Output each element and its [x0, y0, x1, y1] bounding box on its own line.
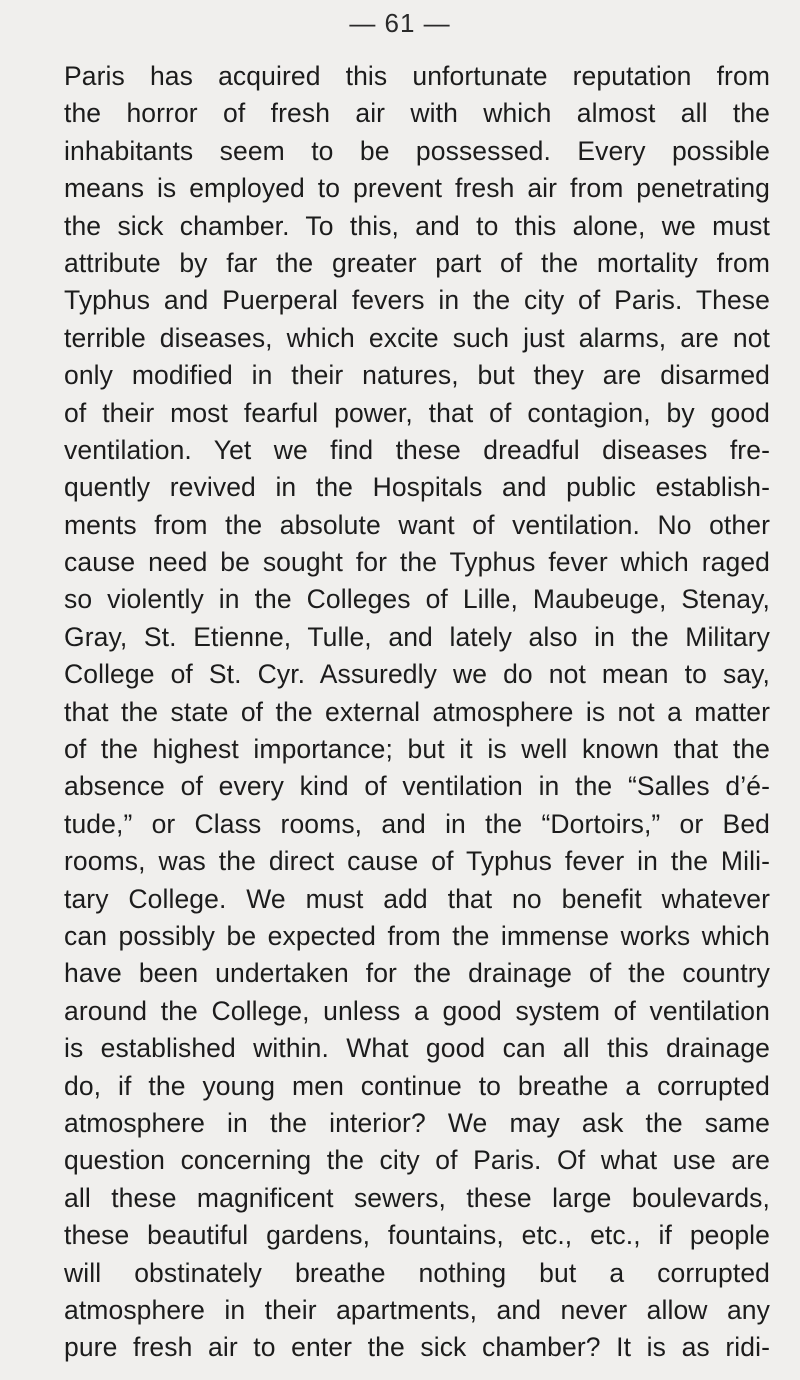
text-line: tude,” or Class rooms, and in the “Dortoirs,” or Bed — [64, 808, 770, 839]
text-line: the sick chamber. To this, and to this alone, we must — [64, 210, 770, 241]
text-line: only modified in their natures, but they are disarmed — [64, 360, 770, 391]
text-line: all these magnificent sewers, these large boulevards, — [64, 1182, 770, 1213]
text-line: Gray, St. Etienne, Tulle, and lately also in the Military — [64, 621, 770, 652]
text-line: do, if the young men continue to breathe a corrupted — [64, 1070, 770, 1101]
text-line: rooms, was the direct cause of Typhus fever in the Mili- — [64, 846, 770, 877]
text-line: atmosphere in their apartments, and never allow any — [64, 1294, 770, 1325]
text-line: atmosphere in the interior? We may ask the same — [64, 1107, 770, 1138]
text-line: around the College, unless a good system of ventilation — [64, 995, 770, 1026]
text-line: will obstinately breathe nothing but a corrupted — [64, 1257, 770, 1288]
text-line: ventilation. Yet we find these dreadful diseases fre- — [64, 434, 770, 465]
text-line: means is employed to prevent fresh air from penetrating — [64, 173, 770, 204]
text-line: can possibly be expected from the immense works which — [64, 920, 770, 951]
text-line: quently revived in the Hospitals and public establish- — [64, 472, 770, 503]
text-line: inhabitants seem to be possessed. Every possible — [64, 135, 770, 166]
text-line: of their most fearful power, that of contagion, by good — [64, 397, 770, 428]
text-line: terrible diseases, which excite such just alarms, are not — [64, 322, 770, 353]
text-line: of the highest importance; but it is well known that the — [64, 734, 770, 765]
text-line: ments from the absolute want of ventilation. No other — [64, 509, 770, 540]
text-line: absence of every kind of ventilation in the “Salles d’é- — [64, 771, 770, 802]
text-line: so violently in the Colleges of Lille, Maubeuge, Stenay, — [64, 584, 770, 615]
page-number: — 61 — — [349, 8, 451, 38]
text-line: pure fresh air to enter the sick chamber? It is as ridi- — [64, 1332, 770, 1363]
text-line: have been undertaken for the drainage of the country — [64, 958, 770, 989]
text-line: College of St. Cyr. Assuredly we do not mean to say, — [64, 659, 770, 690]
text-line: that the state of the external atmosphere is not a matter — [64, 696, 770, 727]
text-line: is established within. What good can all this drainage — [64, 1033, 770, 1064]
text-line: cause need be sought for the Typhus fever which raged — [64, 547, 770, 578]
text-line: the horror of fresh air with which almost all the — [64, 98, 770, 129]
text-line: these beautiful gardens, fountains, etc., etc., if people — [64, 1220, 770, 1251]
body-text — [64, 58, 770, 1367]
text-line: tary College. We must add that no benefit whatever — [64, 883, 770, 914]
text-line: attribute by far the greater part of the mortality from — [64, 247, 770, 278]
text-line: Paris has acquired this unfortunate reputation from — [64, 61, 770, 91]
text-line: Typhus and Puerperal fevers in the city of Paris. These — [64, 285, 770, 316]
text-line: question concerning the city of Paris. Of what use are — [64, 1145, 770, 1176]
